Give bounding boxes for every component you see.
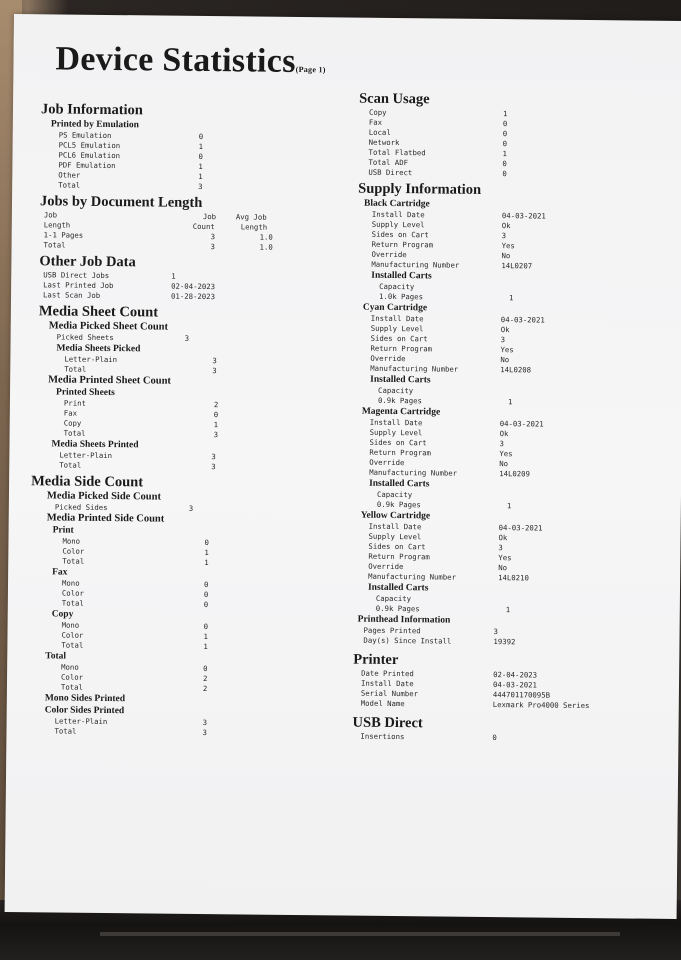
stat-value: Yes [498, 553, 512, 563]
col-job-count: Job [202, 211, 217, 222]
stat-label: Copy [63, 418, 82, 428]
printed-page [5, 14, 681, 919]
stat-label: Sides on Cart [369, 437, 427, 448]
side-group-heading: Copy [51, 609, 74, 620]
left-column [31, 98, 341, 739]
stat-label: PCL5 Emulation [58, 140, 121, 151]
stat-value: Yes [499, 449, 513, 459]
stat-label: Override [370, 353, 406, 364]
media-printed-side-heading: Media Printed Side Count [46, 512, 165, 525]
stat-value: 3 [210, 232, 216, 242]
stat-label: 0.9k Pages [376, 499, 421, 510]
stat-label: Day(s) Since Install [363, 635, 452, 646]
stat-label: USB Direct [368, 167, 413, 178]
printer-edge [100, 932, 620, 936]
cartridge-heading: Black Cartridge [363, 198, 430, 210]
printed-sheets-heading: Printed Sheets [55, 387, 115, 399]
picked-sheets-row: Picked Sheets 3 [56, 332, 190, 343]
stat-value: 0 [203, 590, 209, 600]
stat-value: No [499, 459, 509, 469]
printed-sheets-list [38, 398, 338, 441]
stat-value: 1 [203, 632, 208, 642]
printhead-row [363, 636, 663, 649]
stat-label: Letter-Plain [54, 716, 108, 727]
stat-value: 0 [213, 410, 219, 420]
stat-value: 1 [502, 149, 508, 159]
color-sides-row [54, 726, 334, 739]
stat-label: Color [62, 546, 85, 556]
stat-value: 0 [502, 129, 508, 139]
stat-value: 3 [498, 543, 503, 553]
stat-value: 1 [204, 548, 209, 558]
cartridge-heading: Cyan Cartridge [362, 302, 428, 314]
stat-value: 1 [198, 141, 204, 151]
stat-label: Total ADF [368, 157, 409, 168]
installed-carts-heading: Installed Carts [367, 582, 429, 594]
page-number-label: (Page 1) [295, 64, 326, 75]
stat-value: No [500, 355, 510, 365]
installed-carts-heading: Installed Carts [370, 374, 431, 386]
stat-label: Other [58, 170, 81, 180]
printhead-list [353, 626, 663, 649]
stat-label: Print [63, 398, 86, 408]
stat-value: 14L0207 [501, 261, 533, 271]
stat-label: Manufacturing Number [370, 363, 459, 374]
sheets-picked-list [38, 354, 338, 377]
stat-value: 0 [198, 151, 203, 161]
stat-value: Ok [498, 533, 508, 543]
mono-sides-printed-heading: Mono Sides Printed [44, 693, 126, 705]
stat-label: Color [61, 672, 84, 682]
cartridge-heading: Yellow Cartridge [360, 510, 431, 522]
stat-value: 04-03-2021 [501, 211, 546, 221]
stat-value: 0 [203, 622, 209, 632]
stat-value: 3 [213, 430, 219, 440]
stat-value: 04-03-2021 [499, 419, 544, 429]
stat-label: Copy [368, 107, 387, 117]
stat-label: PS Emulation [58, 130, 112, 141]
stat-value: 1 [204, 558, 209, 568]
stat-value: 3 [202, 718, 208, 728]
stat-value: 1 [502, 109, 508, 119]
stat-value: 1 [213, 420, 219, 430]
stat-value: 3 [212, 356, 217, 366]
jobs-length-row [44, 240, 340, 253]
stat-value: 3 [211, 452, 216, 462]
col-job: Job [43, 210, 58, 220]
media-picked-side-heading: Media Picked Side Count [46, 490, 162, 503]
stat-label: Supply Level [369, 427, 423, 438]
usb-row [360, 732, 662, 745]
stat-label: 0.9k Pages [375, 603, 420, 614]
cartridge-heading: Magenta Cartridge [361, 406, 441, 418]
stat-label: Date Printed [361, 668, 414, 679]
stat-value: 0 [198, 131, 204, 141]
stat-value: 14L0210 [498, 573, 529, 583]
stat-value: 1 [203, 642, 208, 652]
media-picked-sheet-heading: Media Picked Sheet Count [48, 320, 169, 333]
stat-label: Total [61, 640, 84, 650]
printer-heading: Printer [353, 651, 399, 669]
stat-label: Total [64, 364, 87, 374]
stat-label: Install Date [370, 313, 424, 324]
stat-value: 04-03-2021 [492, 680, 537, 690]
stat-value: 3 [499, 439, 504, 449]
stat-label: Install Date [368, 521, 422, 532]
other-job-row [43, 290, 339, 303]
usb-direct-heading: USB Direct [352, 714, 423, 732]
stat-label: Return Program [371, 239, 434, 250]
stat-value: 1 [506, 501, 512, 511]
stat-label: Return Program [369, 447, 431, 458]
stat-label: Manufacturing Number [369, 467, 458, 478]
stat-value: 2 [202, 684, 208, 694]
stat-label: Capacity [379, 281, 415, 292]
stat-label: Total [59, 460, 82, 470]
stat-value: 2 [213, 400, 219, 410]
printhead-info-heading: Printhead Information [357, 614, 451, 626]
col-length: Length [43, 220, 71, 230]
stat-value: 14L0208 [500, 365, 532, 375]
printed-by-emulation-heading: Printed by Emulation [50, 119, 140, 131]
installed-carts-heading: Installed Carts [369, 478, 430, 490]
stat-value: 1 [198, 161, 203, 171]
scan-usage-list [358, 108, 669, 181]
stat-value: 04-03-2021 [500, 315, 545, 325]
stat-label: Serial Number [360, 688, 419, 699]
stat-value: No [501, 251, 511, 261]
stat-label: Supply Level [368, 531, 422, 542]
stat-value: 0 [204, 538, 209, 548]
stat-value: Ok [499, 429, 509, 439]
stat-value: 3 [500, 335, 506, 345]
stat-label: Install Date [371, 209, 425, 220]
stat-value: 1 [198, 171, 203, 181]
stat-label: PCL6 Emulation [58, 150, 121, 161]
media-sheets-printed-heading: Media Sheets Printed [51, 439, 139, 451]
stat-label: Mono [61, 620, 80, 630]
color-sides-printed-heading: Color Sides Printed [44, 705, 125, 717]
supply-info-heading: Supply Information [358, 180, 482, 198]
stat-label: Sides on Cart [371, 229, 429, 240]
col-avg-job: Avg Job [235, 212, 267, 222]
stat-label: Color [61, 630, 84, 640]
stat-label: Sides on Cart [370, 333, 428, 344]
stat-label: Color [61, 588, 84, 598]
page-title: Device Statistics(Page 1) [55, 40, 326, 80]
stat-value: Yes [501, 241, 515, 251]
stat-value: 14L0209 [499, 469, 531, 479]
stat-value: 0 [502, 169, 507, 179]
stat-value: 04-03-2021 [498, 523, 543, 533]
sheets-printed-list [37, 450, 337, 473]
stat-label: 1-1 Pages [43, 230, 84, 240]
cartridges-list [354, 198, 668, 617]
stat-value: 0 [203, 664, 208, 674]
stat-label: Network [368, 137, 400, 148]
col-count: Count [192, 221, 215, 232]
stat-value: 1 [507, 397, 513, 407]
stat-value: 3 [202, 728, 207, 738]
media-printed-sheet-heading: Media Printed Sheet Count [48, 374, 172, 387]
job-info-list [40, 130, 341, 193]
picked-sides-row: Picked Sides 3 [54, 502, 194, 513]
stat-label: Mono [62, 536, 81, 546]
stat-label: Override [369, 457, 405, 468]
media-sheets-picked-heading: Media Sheets Picked [56, 343, 141, 355]
color-sides-list [34, 716, 334, 739]
stat-value: 3 [212, 366, 217, 376]
stat-label: Pages Printed [363, 625, 421, 636]
stat-value: No [498, 563, 508, 573]
stat-label: Fax [368, 117, 383, 127]
stat-label: Last Printed Job [43, 280, 114, 291]
stat-label: Mono [61, 578, 80, 588]
stat-value: Lexmark Pro4000 Series [492, 700, 590, 711]
stat-value: 0 [203, 580, 209, 590]
installed-carts-heading: Installed Carts [371, 270, 432, 282]
jobs-length-list [40, 230, 340, 253]
stat-label: Return Program [368, 551, 430, 562]
stat-label: Total Flatbed [368, 147, 426, 158]
side-group-heading: Fax [52, 567, 68, 578]
stat-label: Total [54, 726, 77, 736]
stat-label: Manufacturing Number [371, 259, 460, 270]
side-group-heading: Print [52, 525, 74, 536]
stat-label: Install Date [360, 678, 414, 689]
stat-value: 0 [492, 733, 497, 743]
side-groups-list [35, 524, 337, 695]
stat-value-2: 1.0 [259, 242, 273, 252]
scan-row [368, 168, 668, 181]
stat-value: 3 [501, 231, 507, 241]
col-length-2: Length [240, 222, 268, 232]
stat-label: Letter-Plain [64, 354, 118, 365]
media-side-heading: Media Side Count [31, 473, 144, 491]
sheets-printed-row [59, 460, 337, 473]
stat-value: 3 [198, 181, 203, 191]
stat-label: Total [63, 428, 86, 438]
stat-label: Fax [63, 408, 78, 418]
stat-label: Last Scan Job [43, 290, 101, 300]
stat-value: 2 [203, 674, 208, 684]
stat-label: Mono [61, 662, 79, 672]
stat-value: 3 [493, 627, 499, 637]
stat-label: 1.0k Pages [379, 291, 424, 302]
stat-label: Total [43, 240, 66, 250]
stat-label: Total [58, 180, 81, 190]
stat-label: USB Direct Jobs [43, 270, 110, 281]
stat-label: Letter-Plain [59, 450, 113, 461]
stat-label: Override [371, 249, 407, 260]
stat-label: Model Name [360, 698, 405, 709]
stat-label: Sides on Cart [368, 541, 426, 552]
stat-value: 01-28-2023 [171, 291, 216, 302]
stat-value: 0 [502, 119, 508, 129]
stat-value: Ok [500, 325, 510, 335]
stat-value: 0 [502, 139, 508, 149]
media-sheet-heading: Media Sheet Count [38, 303, 159, 321]
stat-label: Capacity [378, 385, 414, 396]
stat-label: Local [368, 127, 391, 137]
other-job-heading: Other Job Data [39, 253, 136, 271]
emulation-row [58, 180, 340, 193]
usb-direct-list [352, 732, 662, 745]
scan-usage-heading: Scan Usage [359, 90, 430, 108]
stat-label: Capacity [375, 593, 412, 604]
stat-value-2: 1.0 [259, 232, 273, 242]
stat-value: 0 [203, 600, 209, 610]
stat-value: 1 [509, 293, 514, 303]
stat-value: 3 [210, 242, 216, 252]
stat-label: Return Program [370, 343, 433, 354]
side-group-heading: Total [45, 651, 67, 662]
printer-list [353, 669, 663, 712]
stat-value: Yes [500, 345, 514, 355]
stat-value: 1 [171, 271, 176, 281]
other-job-list [39, 270, 339, 303]
stat-value: 3 [211, 462, 216, 472]
right-column [352, 88, 669, 745]
stat-label: Total [60, 682, 83, 692]
stat-label: Total [61, 598, 84, 608]
stat-value: 444701170095B [492, 690, 551, 700]
stat-label: PDF Emulation [58, 160, 116, 171]
stat-label: Install Date [369, 417, 423, 428]
stat-value: 19392 [493, 637, 516, 647]
stat-value: 02-04-2023 [171, 281, 216, 292]
job-info-heading: Job Information [40, 101, 144, 119]
printer-row [361, 699, 663, 712]
stat-value: 1 [505, 605, 511, 615]
jobs-by-length-heading: Jobs by Document Length [39, 193, 203, 211]
stat-label: Supply Level [371, 219, 425, 230]
stat-label: Override [368, 561, 404, 572]
stat-value: 0 [502, 159, 507, 169]
stat-value: Ok [501, 221, 511, 231]
stat-label: Insertions [360, 731, 405, 742]
stat-label: Capacity [376, 489, 413, 500]
stat-label: Supply Level [370, 323, 424, 334]
stat-label: Total [62, 556, 85, 566]
stat-value: 02-04-2023 [493, 670, 538, 680]
stat-label: Manufacturing Number [368, 571, 457, 582]
stat-label: 0.9k Pages [377, 395, 422, 406]
